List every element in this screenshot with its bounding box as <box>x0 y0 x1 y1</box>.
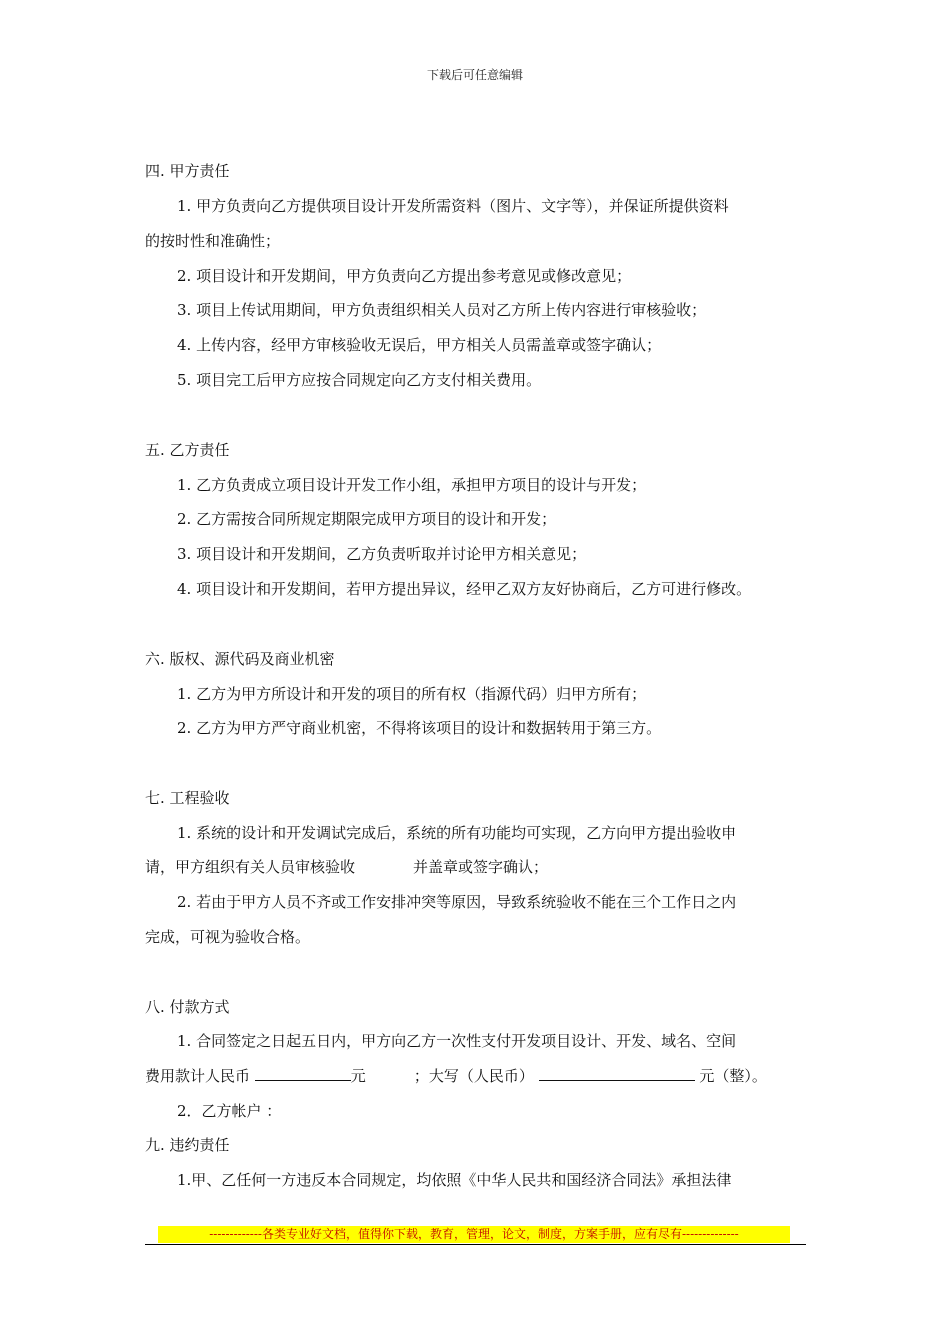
header-note: 下载后可任意编辑 <box>426 68 523 82</box>
section-4-item-5: 5. 项目完工后甲方应按合同规定向乙方支付相关费用。 <box>177 371 542 389</box>
amount-words-label: ；大写（人民币） <box>413 1067 534 1085</box>
section-4-item-1: 1. 甲方负责向乙方提供项目设计开发所需资料（图片、文字等），并保证所提供资料 <box>177 197 729 215</box>
amount-words-blank <box>539 1066 695 1081</box>
section-9-title: 九. 违约责任 <box>145 1136 230 1154</box>
section-4-title: 四. 甲方责任 <box>145 162 230 180</box>
footer-divider <box>145 1244 806 1245</box>
section-6-title: 六. 版权、源代码及商业机密 <box>145 650 335 668</box>
section-4-item-1-cont: 的按时性和准确性； <box>145 232 281 250</box>
section-5-item-4: 4. 项目设计和开发期间，若甲方提出异议，经甲乙双方友好协商后，乙方可进行修改。 <box>177 580 752 598</box>
section-8-item-2: 2．乙方帐户 ： <box>177 1102 282 1120</box>
section-5-title: 五. 乙方责任 <box>145 441 230 459</box>
section-7-item-2: 2. 若由于甲方人员不齐或工作安排冲突等原因，导致系统验收不能在三个工作日之内 <box>177 893 737 911</box>
section-7-item-1-text-a: 请，甲方组织有关人员审核验收 <box>145 858 356 876</box>
section-9-item-1: 1.甲、乙任何一方违反本合同规定，均依照《中华人民共和国经济合同法》承担法律 <box>177 1171 732 1189</box>
amount-words-unit: 元（整）。 <box>699 1067 767 1085</box>
section-7-title: 七. 工程验收 <box>145 789 230 807</box>
section-7-item-2-cont: 完成，可视为验收合格。 <box>145 928 311 946</box>
section-7-item-1-text-b: 并盖章或签字确认； <box>413 858 549 876</box>
amount-blank <box>255 1066 351 1081</box>
footer-banner: -------------各类专业好文档，值得你下载，教育，管理，论文，制度，方案手册，应有尽有-------------- <box>158 1226 790 1243</box>
amount-label: 费用款计人民币 <box>145 1067 251 1085</box>
section-5-item-1: 1. 乙方负责成立项目设计开发工作小组，承担甲方项目的设计与开发； <box>177 476 647 494</box>
section-8-item-1-cont <box>145 1066 767 1086</box>
section-4-item-2: 2. 项目设计和开发期间，甲方负责向乙方提出参考意见或修改意见； <box>177 267 632 285</box>
section-7-item-1: 1. 系统的设计和开发调试完成后，系统的所有功能均可实现，乙方向甲方提出验收申 <box>177 824 737 842</box>
section-8-item-1: 1. 合同签定之日起五日内，甲方向乙方一次性支付开发项目设计、开发、域名、空间 <box>177 1032 737 1050</box>
amount-unit: 元 <box>350 1067 366 1085</box>
section-8-title: 八. 付款方式 <box>145 998 230 1016</box>
section-5-item-2: 2. 乙方需按合同所规定期限完成甲方项目的设计和开发； <box>177 510 557 528</box>
section-5-item-3: 3. 项目设计和开发期间，乙方负责听取并讨论甲方相关意见； <box>177 545 587 563</box>
section-4-item-4: 4. 上传内容，经甲方审核验收无误后，甲方相关人员需盖章或签字确认； <box>177 336 662 354</box>
section-4-item-3: 3. 项目上传试用期间，甲方负责组织相关人员对乙方所上传内容进行审核验收； <box>177 301 707 319</box>
section-6-item-1: 1. 乙方为甲方所设计和开发的项目的所有权（指源代码）归甲方所有； <box>177 685 647 703</box>
section-7-item-1-cont <box>145 857 548 877</box>
section-6-item-2: 2. 乙方为甲方严守商业机密，不得将该项目的设计和数据转用于第三方。 <box>177 719 662 737</box>
